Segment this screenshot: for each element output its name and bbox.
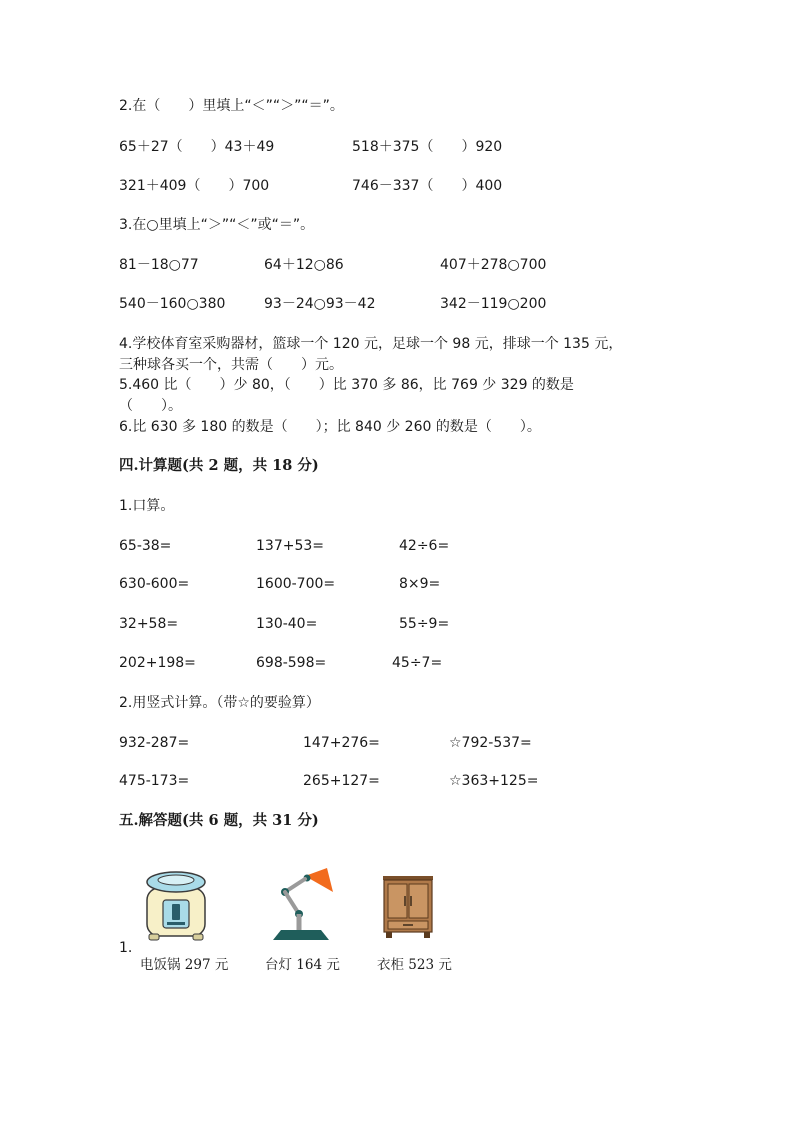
- mental-math-item: 202+198=: [119, 655, 196, 671]
- mental-math-row: [119, 575, 779, 593]
- product-illustration: [119, 862, 479, 972]
- mental-math-item: 42÷6=: [399, 538, 450, 554]
- rice-cooker-caption: 电饭锅 297 元: [140, 957, 229, 973]
- section-4-sub-2-title: 2.用竖式计算。（带☆的要验算）: [119, 695, 320, 711]
- q2-row-2: [119, 177, 779, 195]
- wardrobe-caption: 衣柜 523 元: [377, 957, 452, 973]
- q4-line-1: 4.学校体育室采购器材，篮球一个 120 元，足球一个 98 元，排球一个 135 元，: [119, 336, 623, 352]
- q5-line-1: 5.460 比（ ）少 80，（ ）比 370 多 86，比 769 少 329 的数是: [119, 377, 574, 393]
- q3-row-2: [119, 295, 779, 313]
- mental-math-item: 65-38=: [119, 538, 172, 554]
- q3-expr: 64＋12○86: [264, 257, 344, 273]
- section-5-q1-number: 1.: [119, 940, 133, 956]
- mental-math-item: 137+53=: [256, 538, 324, 554]
- q2-title: 2.在（ ）里填上“＜”“＞”“＝”。: [119, 98, 344, 114]
- vertical-calc-row: [119, 772, 779, 790]
- vertical-calc-row: [119, 734, 779, 752]
- q2-expr: 746－337（ ）400: [352, 178, 503, 194]
- q3-expr: 342－119○200: [440, 296, 547, 312]
- mental-math-item: 8×9=: [399, 576, 441, 592]
- mental-math-item: 55÷9=: [399, 616, 450, 632]
- mental-math-item: 698-598=: [256, 655, 327, 671]
- mental-math-item: 45÷7=: [392, 655, 443, 671]
- desk-lamp-caption: 台灯 164 元: [265, 957, 340, 973]
- mental-math-row: [119, 654, 779, 672]
- q6-line-1: 6.比 630 多 180 的数是（ ）；比 840 少 260 的数是（ ）。: [119, 419, 541, 435]
- q5-line-2: （ ）。: [119, 398, 182, 414]
- mental-math-row: [119, 537, 779, 555]
- q2-expr: 518＋375（ ）920: [352, 139, 503, 155]
- mental-math-item: 1600-700=: [256, 576, 336, 592]
- q2-expr: 65＋27（ ）43＋49: [119, 139, 275, 155]
- q2-expr: 321＋409（ ）700: [119, 178, 270, 194]
- wardrobe-icon: [381, 874, 435, 942]
- q3-expr: 81－18○77: [119, 257, 199, 273]
- section-5-title: 五.解答题(共 6 题，共 31 分): [119, 812, 319, 829]
- q3-expr: 407＋278○700: [440, 257, 547, 273]
- vertical-calc-item: 265+127=: [303, 773, 380, 789]
- vertical-calc-item: 932-287=: [119, 735, 190, 751]
- vertical-calc-item: 475-173=: [119, 773, 190, 789]
- section-4-sub-1-title: 1.口算。: [119, 498, 175, 514]
- vertical-calc-item: 147+276=: [303, 735, 380, 751]
- q3-expr: 93－24○93－42: [264, 296, 376, 312]
- section-4-title: 四.计算题(共 2 题，共 18 分): [119, 457, 319, 474]
- q3-title: 3.在○里填上“＞”“＜”或“＝”。: [119, 217, 315, 233]
- rice-cooker-icon: [143, 868, 209, 942]
- q3-row-1: [119, 256, 779, 274]
- q2-row-1: [119, 138, 779, 156]
- mental-math-item: 630-600=: [119, 576, 190, 592]
- q4-line-2: 三种球各买一个，共需（ ）元。: [119, 357, 343, 373]
- vertical-calc-item: ☆792-537=: [449, 735, 532, 751]
- mental-math-row: [119, 615, 779, 633]
- mental-math-item: 130-40=: [256, 616, 318, 632]
- desk-lamp-icon: [269, 866, 335, 942]
- q3-expr: 540－160○380: [119, 296, 226, 312]
- mental-math-item: 32+58=: [119, 616, 179, 632]
- vertical-calc-item: ☆363+125=: [449, 773, 539, 789]
